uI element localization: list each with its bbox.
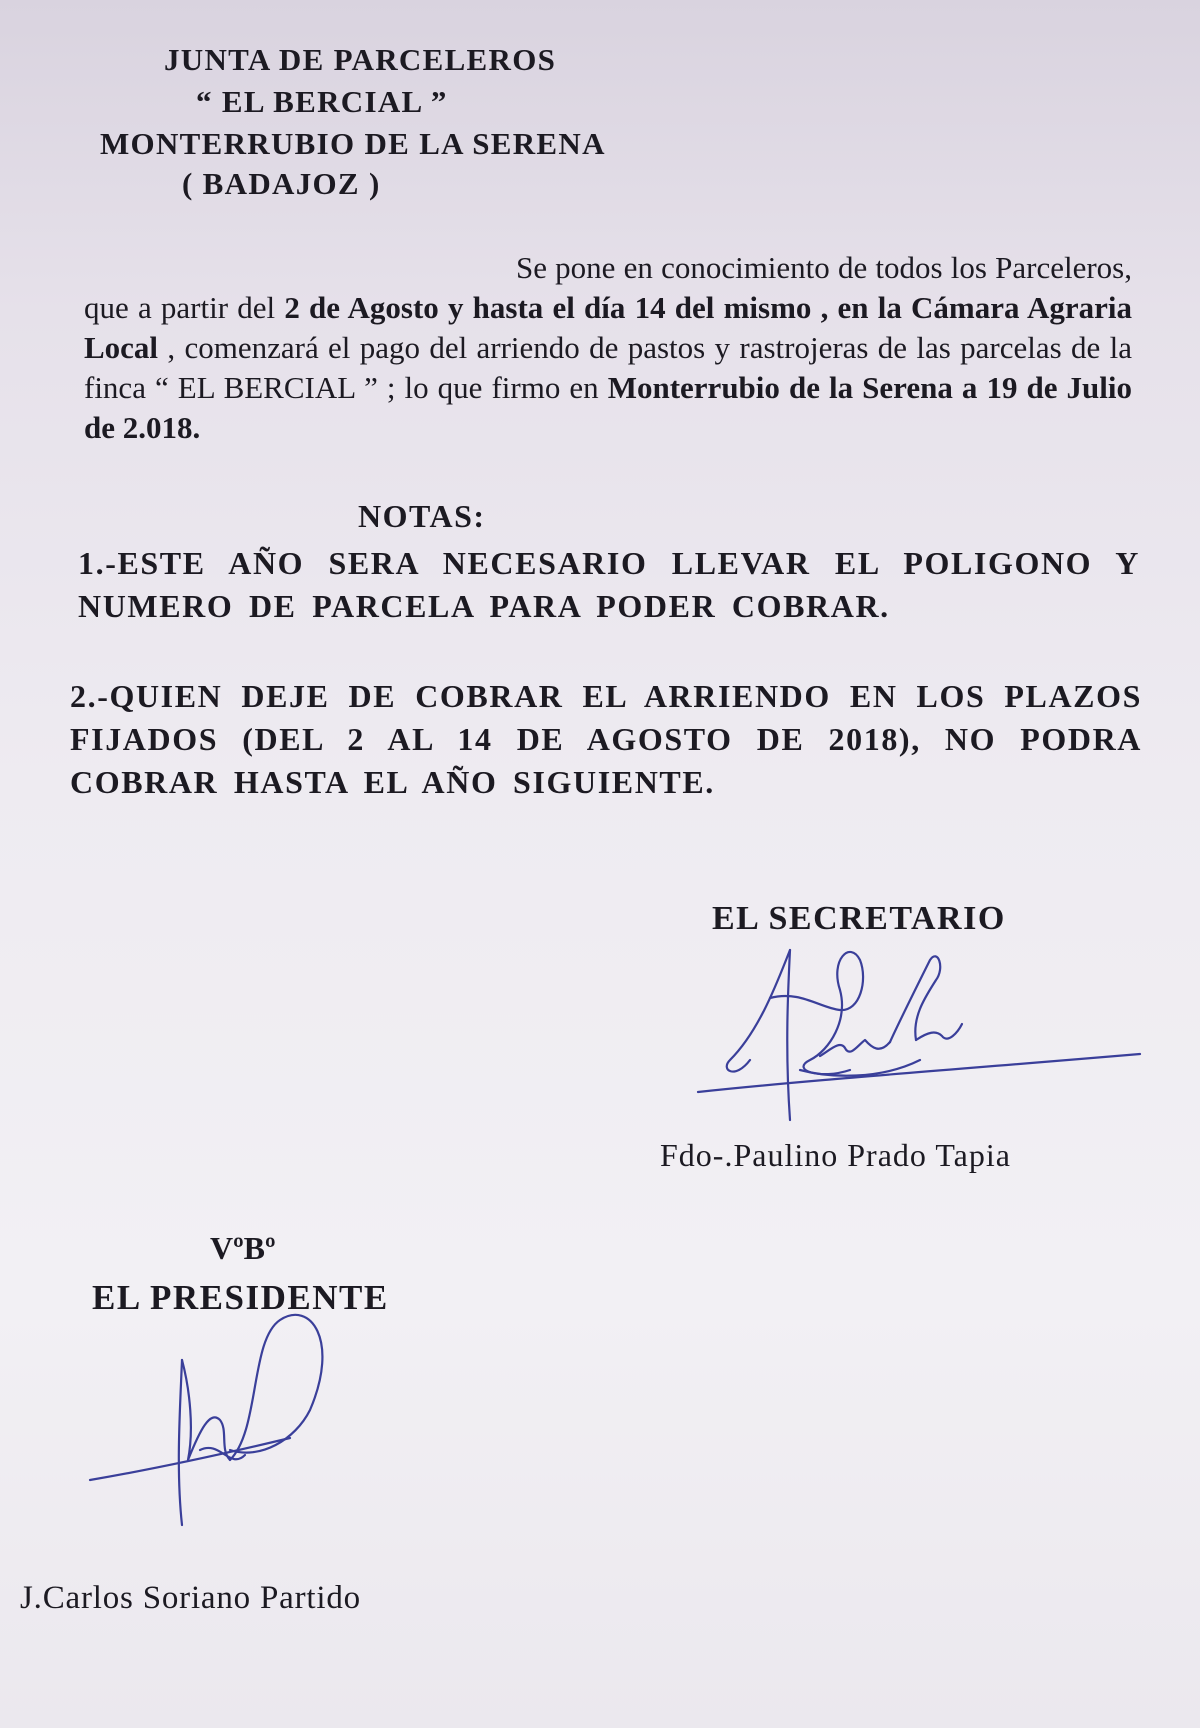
- announcement-text-1: Se pone en conocimiento de todos los Parceleros, que a partir del: [84, 250, 1132, 325]
- note-item-1: 1.-ESTE AÑO SERA NECESARIO LLEVAR EL POLIGONO Y NUMERO DE PARCELA PARA PODER COBRAR.: [78, 545, 1140, 624]
- announcement-paragraph: [84, 248, 1132, 448]
- president-signature: [80, 1300, 400, 1540]
- secretary-name: Fdo-.Paulino Prado Tapia: [660, 1137, 1011, 1173]
- letterhead: [0, 0, 760, 220]
- secretary-title: EL SECRETARIO: [712, 900, 1006, 937]
- province-name: ( BADAJOZ ): [182, 166, 381, 201]
- notes-heading: NOTAS:: [358, 498, 486, 534]
- announcement-text-2: , comenzará el pago del arriendo de pastos y rastrojeras de las parcelas de la finca “ EL BERCIAL ” ; lo que firmo en: [84, 330, 1132, 405]
- note-item-2: 2.-QUIEN DEJE DE COBRAR EL ARRIENDO EN LOS PLAZOS FIJADOS (DEL 2 AL 14 DE AGOSTO DE 2018), NO PODRA COBRAR HASTA EL AÑO SIGUIENTE.: [70, 678, 1142, 800]
- announcement-dates: 2 de Agosto y hasta el día 14 del mismo ,: [284, 290, 829, 325]
- president-name: J.Carlos Soriano Partido: [20, 1580, 361, 1616]
- approval-mark: VºBº: [210, 1230, 276, 1266]
- organization-name: JUNTA DE PARCELEROS: [164, 42, 557, 77]
- president-title: EL PRESIDENTE: [92, 1278, 389, 1317]
- estate-name: “ EL BERCIAL ”: [196, 84, 448, 119]
- town-name: MONTERRUBIO DE LA SERENA: [100, 126, 606, 161]
- announcement-location: en la Cámara Agraria Local: [84, 290, 1133, 365]
- announcement-space: [828, 290, 837, 325]
- announcement-place-date: Monterrubio de la Serena a 19 de Julio de 2.018.: [84, 370, 1132, 445]
- secretary-signature: [690, 920, 1150, 1130]
